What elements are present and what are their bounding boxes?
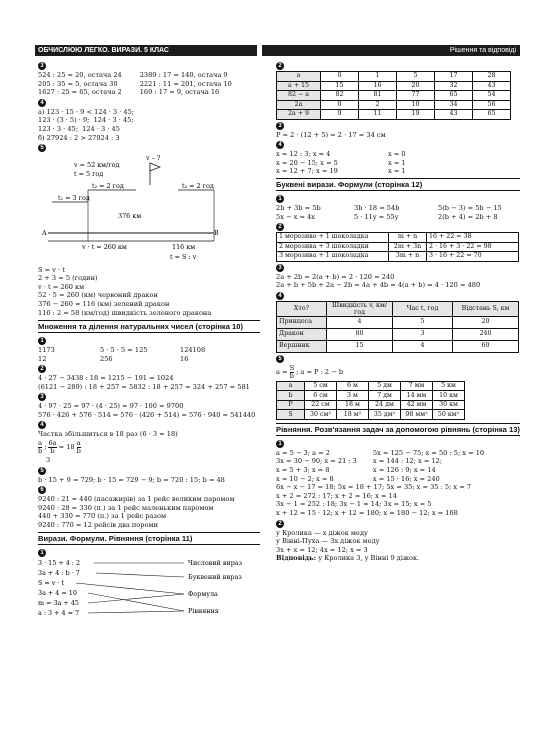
table-cell: 5 дм [369,381,401,391]
text-line: x = 15 · 16; x = 240 [372,474,440,483]
text-line: x = 10 − 2; x = 8 [276,474,334,483]
table-cell: a + 15 [277,81,321,91]
grid-cell: x = 12 : 3; x = 4 [276,150,331,159]
table-cell: Відстань S, км [453,301,519,316]
table-cell: 3 морозива + 1 шоколадка [277,252,389,262]
table-cell: 11 [359,110,397,120]
dragon-motion-diagram [38,153,260,263]
table-cell: 18 м [337,400,369,410]
equations-col-a [276,449,357,483]
table-cell: 50 км² [433,410,465,420]
grid-cell: 12 [38,354,47,363]
answer-text: у Кролика 3, у Вінні 9 діжок. [316,554,420,563]
table-cell: 16 + 22 = 38 [427,233,519,243]
grid-cell: 1173 [38,346,55,355]
task-number: 2 [276,223,284,231]
table-cell: 30 км [433,400,465,410]
purchases-table [276,232,519,262]
speed-label: v = 52 км/год [74,161,120,170]
task-number: 3 [276,122,284,130]
match-arrows [76,563,184,613]
text-line: 9240 : 21 = 440 (пасажирів) за 1 рейс великим паромом [38,495,235,504]
table-cell: 42 мм [401,400,433,410]
grid-cell: x = 1 [388,158,406,167]
text-line: 116 : 2 = 58 (км/год) швидкість зеленого дракона [38,308,212,317]
text-line: x + 12 = 15 · 12; x + 12 = 180; x = 180 − 12; x = 168 [276,508,458,517]
table-cell: 56 [473,100,511,110]
fraction [290,365,295,380]
fraction [48,440,56,455]
task-4-grid [276,150,520,175]
table-cell: 82 − a [277,91,321,101]
table-cell: 32 [435,81,473,91]
table-cell: 10 км [433,391,465,401]
table-cell: 43 [435,110,473,120]
task-3-block [38,71,260,97]
table-cell: 24 дм [369,400,401,410]
vt-label: v · t = 260 км [82,243,127,252]
point-b: B [214,229,219,238]
section-title: Рівняння. Розв'язання задач за допомогою рівнянь (сторінка 13) [276,424,520,434]
numerator: S [289,363,295,372]
text-line: 2 + 3 = 5 (годин) [38,274,98,283]
table-cell: 3 [393,328,453,340]
grid-cell: x = 1 [388,166,406,175]
task-3-col-b [140,71,232,97]
section-title: Вирази. Формули. Рівняння (сторінка 11) [38,532,260,545]
rectangle-table [276,381,465,420]
match-left-item: 3a + 4 = 10 [38,589,77,598]
text-line: a = 5 − 3; a = 2 [276,448,330,457]
table-cell: 3 · 16 + 22 = 70 [427,252,519,262]
text-line: x = 144 : 12; x = 12; [372,457,443,466]
header-right: Рішення та відповіді [262,45,520,56]
table-cell: 240 [453,328,519,340]
table-cell: 15 [327,340,393,352]
answer-line [276,554,520,563]
denominator: b [289,371,294,380]
task-number: 6 [38,486,46,494]
text-line: 576 · 426 + 576 · 514 = 576 · (426 + 514) = 576 · 940 = 541440 [38,410,256,419]
table-cell: 7 мм [401,381,433,391]
table-cell: 0 [321,72,359,82]
section-title: Буквені вирази. Формули (сторінка 12) [276,178,520,191]
text-line: 1627 : 25 = 65, остача 2 [38,88,122,97]
formula-text: a = [276,368,288,377]
table-cell: 65 [435,91,473,101]
text-line: 9240 : 770 = 12 рейсів два пороми [38,520,158,529]
text-line: P = 2 · (12 + 5) = 2 · 17 = 34 см [276,130,386,139]
table-cell: 82 [321,91,359,101]
table-cell: 19 [397,110,435,120]
table-cell: 6 см [305,391,337,401]
table-cell: 18 м² [337,410,369,420]
task-number: 2 [276,62,284,70]
fraction-expression [38,439,260,456]
task-number: 5 [276,355,284,363]
table-cell: 65 [473,110,511,120]
grid-cell: 16 [180,354,189,363]
table-cell: 34 [435,100,473,110]
denominator: b [76,446,81,455]
formula-line [276,364,520,381]
task-number: 3 [38,62,46,70]
text-line: 123 · 3 · 45; 124 · 3 · 45 [38,124,120,133]
dot-sign: ; [44,443,47,452]
text-line: 205 : 35 = 5, остача 30 [38,79,118,88]
table-cell: 16 [359,81,397,91]
text-line: 4 · 97 · 25 = 97 · (4 · 25) = 97 · 100 = 9700 [38,402,184,411]
table-cell: a [277,381,305,391]
table-cell: 2a + 9 [277,110,321,120]
text-line: Частка збільшиться в 18 раз (6 · 3 = 18) [38,430,178,439]
time-formula-label: t = S : v [170,253,197,262]
grid-cell: 256 [100,354,113,363]
match-right-item: Числовий вираз [188,559,243,568]
denominator: b [50,446,55,455]
text-line: 2a + b + 5b + 2a − 2b = 4a + 4b = 4(a + b) = 4 · 120 = 480 [276,281,481,290]
table-cell: a [277,72,321,82]
table-cell: 1 морозиво + 1 шоколадка [277,233,389,243]
table-cell: 4 [393,340,453,352]
grid-cell: 5(b − 3) = 5b − 15 [438,204,502,213]
table-cell: 6 м [337,381,369,391]
table-cell: 0 [321,100,359,110]
text-line: S = v · t [38,265,65,274]
task-number: 4 [38,99,46,107]
task-number: 5 [38,144,46,152]
table-cell: S [277,410,305,420]
task-1-grid [38,346,260,363]
match-right-item: Буквений вираз [188,573,242,582]
task-number: 1 [38,337,46,345]
values-table [276,71,511,120]
table-cell: Дракон [277,328,327,340]
table-cell: m + n [389,233,427,243]
text-line: 5x = 125 − 75; x = 50 : 5; x = 10 [372,448,485,457]
fraction [77,440,81,455]
distance-116-label: 116 км [172,243,196,252]
text-line: x = 126 : 9; x = 14 [372,466,436,474]
table-cell: Вершник [277,340,327,352]
table-cell: 17 [435,72,473,82]
table-cell: Час t, год [393,301,453,316]
table-cell: 98 мм² [401,410,433,420]
numerator: a [38,438,43,447]
section-title: Множення та ділення натуральних чисел (сторінка 10) [38,320,260,333]
grid-cell: 2(b + 4) = 2b + 8 [438,212,498,221]
text-line: б) 27924 : 2 > 27924 : 3 [38,133,120,142]
point-a: A [42,229,47,238]
table-cell: P [277,400,305,410]
table-cell: 81 [359,91,397,101]
table-cell: 2 [359,100,397,110]
text-line: 169 : 17 = 9, остача 16 [139,88,220,97]
right-column [276,60,520,563]
grid-cell: 3b · 18 = 54b [354,204,400,213]
table-cell: 2 · 16 + 3 · 22 = 98 [427,242,519,252]
left-column [38,60,260,623]
time1-label: t₁ = 3 год [58,194,90,203]
unknown-speed-label: v – ? [146,154,161,163]
table-cell: 30 см² [305,410,337,420]
match-left-item: 3a + 4 : b · 7 [38,569,80,578]
table-cell: 20 [397,81,435,91]
text-line: 524 : 25 = 20, остача 24 [38,71,122,79]
text-line: у Кролика — x діжок меду [276,528,368,537]
text-line: 4 · 27 − 3438 : 18 = 1215 − 191 = 1024 [38,373,174,382]
text-line: 440 + 330 = 770 (п.) за 1 рейс разом [38,512,167,521]
table-cell: Хто? [277,301,327,316]
table-cell: 28 [473,72,511,82]
text-line: b · 15 + 9 = 729; b · 15 = 729 − 9; b = 720 : 15; b = 48 [38,475,225,484]
text-line: 3 [46,455,51,464]
text-line: (6121 − 289) : 18 + 257 = 5832 : 18 + 257 = 324 + 257 = 581 [38,382,250,391]
header-left: ОБЧИСЛЮЮ ЛЕГКО. ВИРАЗИ. 5 КЛАС [35,45,257,56]
numerator: 6a [48,438,57,447]
text-line: 2221 : 11 = 201, остача 10 [139,79,232,88]
text-line: 6x − x − 17 = 18; 5x = 18 + 17; 5x = 35; x = 35 : 5; x = 7 [276,483,472,492]
table-cell: 2 морозива + 3 шоколадки [277,242,389,252]
match-right-item: Рівняння [188,607,219,616]
equations-col-b [373,449,484,483]
text-line: 3x − 1 = 252 : 18; 3x − 1 = 14; 3x = 15; x = 5 [276,500,432,509]
numerator: a [76,438,81,447]
table-cell: 60 [453,340,519,352]
text-line: 3x + x = 12; 4x = 12; x = 3 [276,545,368,554]
match-right-item: Формула [188,590,218,599]
text-line: v · t = 260 км [38,282,85,291]
table-cell: 7 дм [369,391,401,401]
match-left-item: 3 · 15 + 4 : 2 [38,559,81,568]
table-cell: 54 [473,91,511,101]
table-cell: 35 дм² [369,410,401,420]
time-label: t = 5 год [74,170,104,179]
table-cell: 1 [359,72,397,82]
table-cell: 3m + n [389,252,427,262]
text-line: x = 5 + 3; x = 8 [276,466,330,474]
task-number: 1 [276,195,284,203]
table-cell: 80 [327,328,393,340]
text-line: у Вінні-Пуха — 3x діжок меду [276,537,380,546]
task-number: 5 [38,467,46,475]
grid-cell: 5 · 5 · 5 = 125 [100,346,148,355]
grid-cell: x = 0 [388,150,406,159]
fraction [38,440,42,455]
flag-icon [150,163,160,171]
task-number: 2 [276,520,284,528]
table-cell: 5 [397,72,435,82]
table-cell: 5 км [433,381,465,391]
table-cell: 77 [397,91,435,101]
grid-cell: 124108 [180,346,206,355]
time2b-label: t₂ = 2 год [182,182,214,191]
denominator: b [38,446,43,455]
task-3-col-a [38,71,122,97]
text-line: а) 123 · 15 · 9 < 124 · 3 · 45; [38,107,135,116]
text-line: 2389 : 17 = 140, остача 9 [139,71,228,79]
task-number: 4 [276,141,284,149]
text-line: 9240 : 28 = 330 (п.) за 1 рейс маленьким паромом [38,503,214,512]
task-number: 1 [276,440,284,448]
speed-time-distance-table [276,301,519,353]
formula-text: ; a = P : 2 − b [296,368,344,377]
text-line: 52 · 5 = 260 (км) червоний дракон [38,291,158,300]
match-left-item: m = 3a + 45 [38,599,79,608]
table-cell: 10 [397,100,435,110]
task-number: 3 [38,393,46,401]
table-cell: 14 мм [401,391,433,401]
table-cell: 2a [277,100,321,110]
distance-376-label: 376 км [118,212,142,221]
match-left-item: S = v · t [38,579,65,588]
table-cell: 43 [473,81,511,91]
text-line: 376 − 260 = 116 (км) зелений дракон [38,299,170,308]
grid-cell: 5x − x = 4x [276,212,315,221]
matching-diagram [38,558,260,620]
equations-block [276,449,520,483]
table-cell: 20 [453,316,519,328]
text-line: 2a + 2b = 2(a + b) = 2 · 120 = 240 [276,272,395,281]
time2-label: t₂ = 2 год [92,182,124,191]
grid-cell: x = 20 − 15; x = 5 [276,158,338,167]
table-cell: 5 см [305,381,337,391]
grid-cell: 5 · 11y = 55y [354,212,399,221]
match-left-item: a : 3 + 4 = 7 [38,609,80,618]
table-cell: b [277,391,305,401]
equals-text: = 18 [58,443,75,452]
answer-label: Відповідь: [276,554,317,563]
table-cell: 22 см [305,400,337,410]
text-line: 123 · (3 · 5) · 9; 124 · 3 · 45; [38,116,134,125]
table-cell: 3 м [337,391,369,401]
task-number: 1 [38,549,46,557]
table-cell: 15 [321,81,359,91]
grid-cell: 2b + 3b = 5b [276,204,321,213]
table-cell: 5 [393,316,453,328]
text-line: 3x = 30 − 90; x = 21 : 3 [276,457,357,466]
table-cell: Принцеса [277,316,327,328]
table-cell: 9 [321,110,359,120]
task-1-grid [276,204,520,221]
task-number: 4 [276,292,284,300]
task-number: 2 [38,365,46,373]
task-number: 3 [276,264,284,272]
text-line: x + 2 = 272 : 17; x + 2 = 16; x = 14 [276,491,397,500]
grid-cell: x = 12 + 7; x = 19 [276,166,338,175]
task-number: 4 [38,421,46,429]
table-cell: 2m + 3n [389,242,427,252]
table-cell: Швидкість v, км/год [327,301,393,316]
table-cell: 4 [327,316,393,328]
